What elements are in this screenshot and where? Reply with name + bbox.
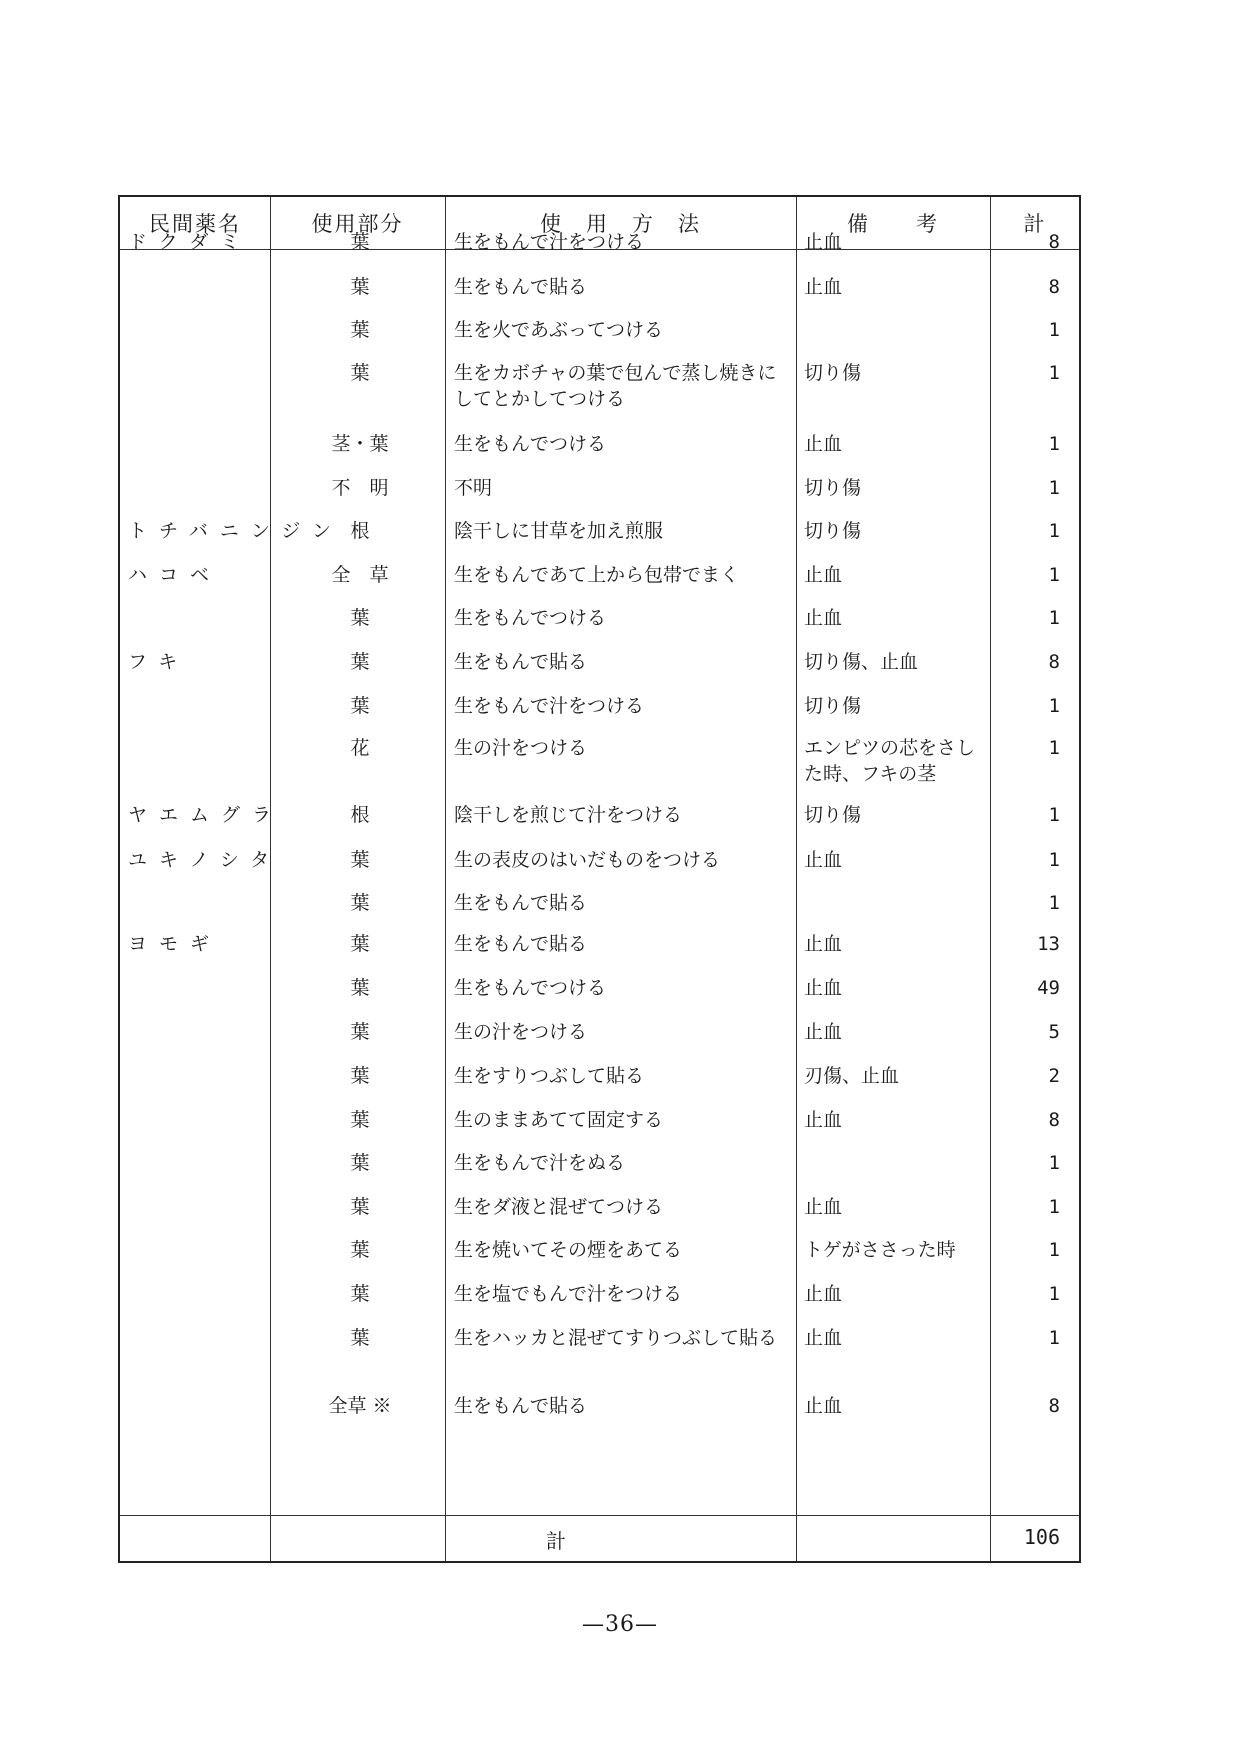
row-note: 切り傷 xyxy=(804,520,862,542)
row-usage-method: 生を火であぶってつける xyxy=(454,319,664,341)
row-count: 1 xyxy=(1048,362,1060,384)
row-remedy-name: ハコベ xyxy=(128,564,222,586)
row-remedy-name: ドクダミ xyxy=(128,231,252,253)
row-count: 1 xyxy=(1048,1152,1060,1174)
row-note: 止血 xyxy=(804,849,843,871)
row-note: 止血 xyxy=(804,564,843,586)
row-usage-part: 葉 xyxy=(350,607,370,629)
row-count: 13 xyxy=(1037,933,1060,955)
row-count: 1 xyxy=(1048,804,1060,826)
row-usage-method: 生をもんで汁をぬる xyxy=(454,1152,626,1174)
row-usage-part: 葉 xyxy=(350,1152,370,1174)
row-usage-part: 葉 xyxy=(350,651,370,673)
row-note: エンピツの芯をさした時、フキの茎 xyxy=(804,737,976,785)
row-usage-method: 生をハッカと混ぜてすりつぶして貼る xyxy=(454,1327,778,1349)
row-note: 切り傷 xyxy=(804,362,862,384)
row-usage-method: 生を焼いてその煙をあてる xyxy=(454,1239,683,1261)
row-usage-part: 茎・葉 xyxy=(331,433,389,455)
header-part: 使用部分 xyxy=(311,212,404,236)
row-note: 止血 xyxy=(804,231,843,253)
col-divider xyxy=(990,197,991,1561)
header-count: 計 xyxy=(1023,212,1047,236)
row-note: 止血 xyxy=(804,1283,843,1305)
header-note: 備 考 xyxy=(847,212,939,236)
row-usage-method: 不明 xyxy=(454,477,493,499)
row-count: 1 xyxy=(1048,1196,1060,1218)
col-divider xyxy=(796,197,797,1561)
row-note: 止血 xyxy=(804,1327,843,1349)
row-usage-part: 葉 xyxy=(350,1283,370,1305)
row-usage-part: 葉 xyxy=(350,1065,370,1087)
row-usage-part: 葉 xyxy=(350,977,370,999)
row-count: 8 xyxy=(1048,651,1060,673)
row-count: 2 xyxy=(1048,1065,1060,1087)
row-usage-method: 陰干しを煎じて汁をつける xyxy=(454,804,683,826)
row-remedy-name: ユキノシタ xyxy=(128,849,282,871)
row-usage-part: 葉 xyxy=(350,1196,370,1218)
row-note: 切り傷 xyxy=(804,695,862,717)
row-usage-part: 葉 xyxy=(350,892,370,914)
row-usage-method: 生をカボチャの葉で包んで蒸し焼きにしてとかしてつける xyxy=(454,362,777,410)
row-note: 止血 xyxy=(804,433,843,455)
row-note: 止血 xyxy=(804,607,843,629)
row-usage-part: 葉 xyxy=(350,849,370,871)
row-note: 止血 xyxy=(804,1196,843,1218)
row-usage-method: 生の汁をつける xyxy=(454,1021,588,1043)
row-usage-part: 葉 xyxy=(350,362,370,384)
row-remedy-name: ヨモギ xyxy=(128,933,222,955)
row-count: 1 xyxy=(1048,695,1060,717)
row-usage-method: 生をもんでつける xyxy=(454,433,607,455)
row-usage-part: 葉 xyxy=(350,276,370,298)
row-usage-method: 生をもんで貼る xyxy=(454,933,588,955)
row-remedy-name: フキ xyxy=(128,651,190,673)
row-note: トゲがささった時 xyxy=(804,1239,956,1261)
remedy-table xyxy=(118,195,1081,1563)
row-usage-method: 生をもんで貼る xyxy=(454,892,588,914)
row-usage-part: 全 草 xyxy=(331,564,389,586)
row-usage-part: 葉 xyxy=(350,1327,370,1349)
row-note: 止血 xyxy=(804,1109,843,1131)
row-count: 1 xyxy=(1048,1283,1060,1305)
row-usage-method: 生の汁をつける xyxy=(454,737,588,759)
row-count: 1 xyxy=(1048,1327,1060,1349)
row-note: 止血 xyxy=(804,977,843,999)
row-usage-method: 生をもんで汁をつける xyxy=(454,231,645,253)
row-usage-part: 葉 xyxy=(350,1239,370,1261)
row-usage-part: 全草 ※ xyxy=(328,1395,392,1417)
row-usage-method: 生をもんでつける xyxy=(454,607,607,629)
row-usage-part: 根 xyxy=(350,520,370,542)
row-count: 5 xyxy=(1048,1021,1060,1043)
row-note: 刃傷、止血 xyxy=(804,1065,900,1087)
row-usage-part: 葉 xyxy=(350,1021,370,1043)
row-note: 止血 xyxy=(804,933,843,955)
row-note: 止血 xyxy=(804,276,843,298)
row-usage-part: 葉 xyxy=(350,1109,370,1131)
row-usage-method: 生をもんでつける xyxy=(454,977,607,999)
row-note: 切り傷 xyxy=(804,477,862,499)
row-usage-method: 生をもんで貼る xyxy=(454,1395,588,1417)
row-usage-method: 生をもんであて上から包帯でまく xyxy=(454,564,740,586)
row-usage-method: 生のままあてて固定する xyxy=(454,1109,664,1131)
col-divider xyxy=(270,197,271,1561)
row-count: 8 xyxy=(1048,1109,1060,1131)
row-usage-part: 葉 xyxy=(350,319,370,341)
row-usage-method: 生を塩でもんで汁をつける xyxy=(454,1283,683,1305)
row-usage-method: 生をもんで貼る xyxy=(454,276,588,298)
row-note: 止血 xyxy=(804,1395,843,1417)
row-usage-part: 葉 xyxy=(350,231,370,253)
row-count: 1 xyxy=(1048,477,1060,499)
row-usage-method: 生をダ液と混ぜてつける xyxy=(454,1196,664,1218)
row-count: 1 xyxy=(1048,520,1060,542)
row-count: 1 xyxy=(1048,849,1060,871)
row-count: 49 xyxy=(1037,977,1060,999)
page-number: —36— xyxy=(582,1612,658,1637)
row-count: 8 xyxy=(1048,276,1060,298)
total-value: 106 xyxy=(1023,1525,1060,1549)
col-divider xyxy=(445,197,446,1561)
row-usage-method: 生をもんで貼る xyxy=(454,651,588,673)
row-note: 止血 xyxy=(804,1021,843,1043)
row-note: 切り傷、止血 xyxy=(804,651,919,673)
row-count: 1 xyxy=(1048,607,1060,629)
total-divider xyxy=(120,1515,1079,1516)
row-usage-part: 花 xyxy=(350,737,370,759)
row-count: 1 xyxy=(1048,319,1060,341)
row-count: 8 xyxy=(1048,231,1060,253)
row-count: 1 xyxy=(1048,1239,1060,1261)
row-usage-method: 陰干しに甘草を加え煎服 xyxy=(454,520,664,542)
header-name: 民間薬名 xyxy=(149,212,241,236)
row-count: 8 xyxy=(1048,1395,1060,1417)
row-usage-part: 葉 xyxy=(350,695,370,717)
row-usage-method: 生の表皮のはいだものをつける xyxy=(454,849,721,871)
row-remedy-name: トチバニンジン xyxy=(128,520,343,542)
row-count: 1 xyxy=(1048,433,1060,455)
row-count: 1 xyxy=(1048,737,1060,759)
total-label: 計 xyxy=(546,1529,566,1553)
row-usage-method: 生をもんで汁をつける xyxy=(454,695,645,717)
row-count: 1 xyxy=(1048,892,1060,914)
header-method: 使 用 方 法 xyxy=(540,212,701,236)
row-usage-part: 根 xyxy=(350,804,370,826)
row-remedy-name: ヤエムグラ xyxy=(128,804,284,826)
row-usage-part: 不 明 xyxy=(331,477,389,499)
row-usage-part: 葉 xyxy=(350,933,370,955)
row-count: 1 xyxy=(1048,564,1060,586)
row-note: 切り傷 xyxy=(804,804,862,826)
row-usage-method: 生をすりつぶして貼る xyxy=(454,1065,645,1087)
